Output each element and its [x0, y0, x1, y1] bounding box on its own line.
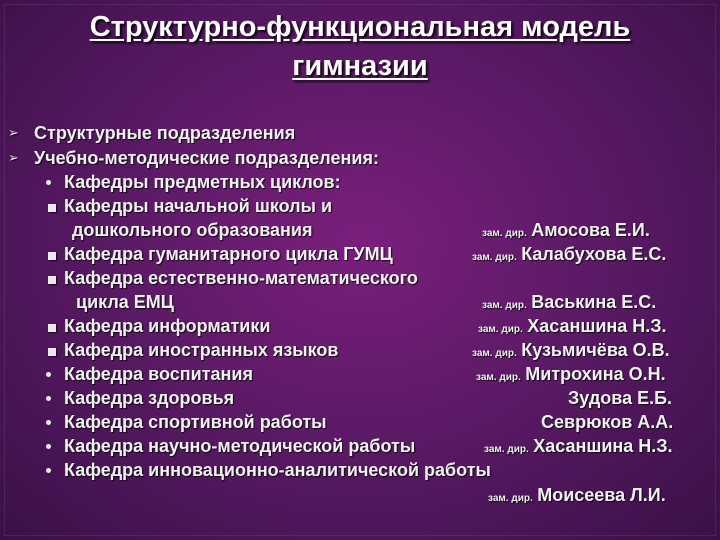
round-bullet-icon — [46, 468, 51, 473]
list-item-science-math-dept: Кафедра естественно-математического — [64, 268, 418, 288]
head-name: Хасаншина Н.З. — [533, 436, 673, 456]
head-name: Васькина Е.С. — [531, 292, 657, 312]
head-name: Моисеева Л.И. — [537, 485, 666, 505]
arrow-bullet-icon: ➢ — [8, 125, 19, 140]
head-row-7 — [568, 387, 672, 411]
arrow-bullet-icon: ➢ — [8, 150, 19, 165]
round-bullet-icon — [46, 444, 51, 449]
head-name: Амосова Е.И. — [531, 220, 650, 240]
list-item-informatics-dept: Кафедра информатики — [64, 316, 271, 336]
slide-title — [0, 8, 720, 86]
round-bullet-icon — [46, 396, 51, 401]
list-item-primary-school-dept: Кафедры начальной школы и — [64, 196, 333, 216]
round-bullet-icon — [46, 420, 51, 425]
square-bullet-icon — [48, 204, 56, 212]
square-bullet-icon — [48, 252, 56, 260]
list-item-preschool-continuation: дошкольного образования — [72, 220, 313, 240]
deputy-prefix: зам. дир. — [482, 300, 527, 311]
head-row-6 — [476, 363, 666, 389]
head-name: Кузьмичёва О.В. — [521, 340, 670, 360]
list-item-humanities-dept: Кафедра гуманитарного цикла ГУМЦ — [64, 244, 393, 264]
list-item-health-dept: Кафедра здоровья — [64, 388, 235, 408]
deputy-prefix: зам. дир. — [484, 444, 529, 455]
head-name: Митрохина О.Н. — [525, 364, 666, 384]
deputy-prefix: зам. дир. — [488, 493, 533, 504]
deputy-prefix: зам. дир. — [478, 324, 523, 335]
deputy-prefix: зам. дир. — [472, 252, 517, 263]
list-item-research-methods-dept: Кафедра научно-методической работы — [64, 436, 416, 456]
head-row-5 — [472, 339, 670, 365]
head-row-3 — [482, 291, 656, 317]
list-item-methodical-units: Учебно-методические подразделения: — [34, 148, 379, 168]
deputy-prefix: зам. дир. — [476, 372, 521, 383]
round-bullet-icon — [46, 180, 51, 185]
list-item-upbringing-dept: Кафедра воспитания — [64, 364, 253, 384]
list-item-sports-dept: Кафедра спортивной работы — [64, 412, 327, 432]
head-row-1 — [482, 219, 650, 245]
head-name: Калабухова Е.С. — [521, 244, 667, 264]
round-bullet-icon — [46, 372, 51, 377]
head-row-2 — [472, 243, 666, 269]
list-item-science-math-continuation: цикла ЕМЦ — [76, 292, 174, 312]
head-name: Хасаншина Н.З. — [527, 316, 667, 336]
list-item-subject-departments: Кафедры предметных циклов: — [64, 172, 341, 192]
deputy-prefix: зам. дир. — [472, 348, 517, 359]
title-line-2: гимназии — [292, 50, 428, 82]
title-line-1: Структурно-функциональная модель — [89, 11, 631, 43]
square-bullet-icon — [48, 324, 56, 332]
head-name: Севрюков А.А. — [541, 412, 674, 432]
head-row-10 — [488, 484, 666, 510]
deputy-prefix: зам. дир. — [482, 228, 527, 239]
list-item-foreign-languages-dept: Кафедра иностранных языков — [64, 340, 339, 360]
list-item-innovation-dept: Кафедра инновационно-аналитической работы — [64, 460, 491, 480]
list-item-structural-units: Структурные подразделения — [34, 123, 296, 143]
square-bullet-icon — [48, 348, 56, 356]
head-row-4 — [478, 315, 667, 341]
head-row-8 — [541, 411, 673, 435]
square-bullet-icon — [48, 276, 56, 284]
head-row-9 — [484, 435, 673, 461]
head-name: Зудова Е.Б. — [568, 388, 673, 408]
